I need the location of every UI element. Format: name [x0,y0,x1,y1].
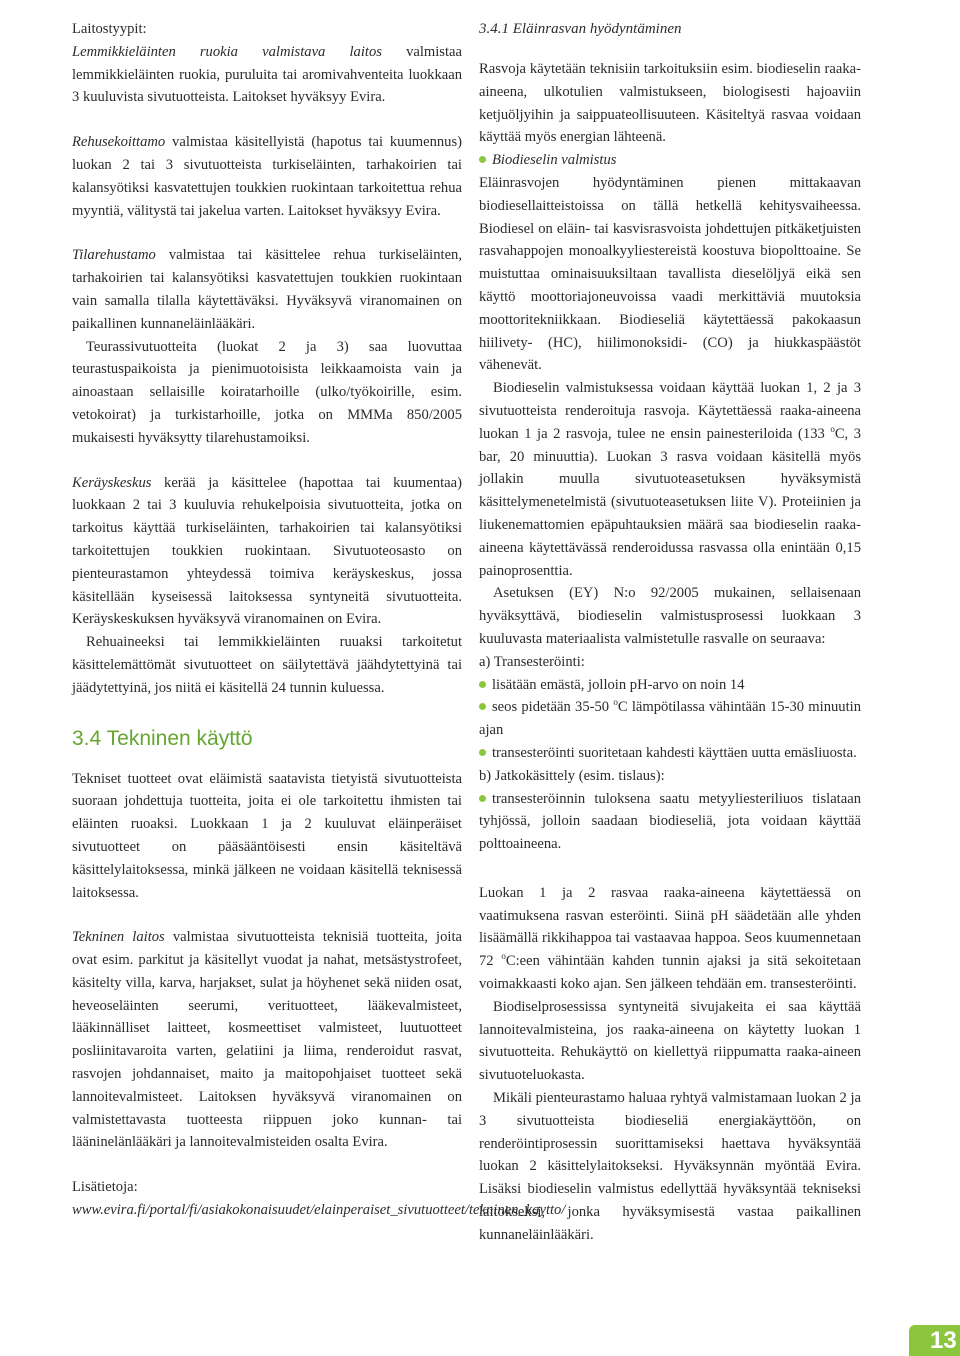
paragraph-biodiselprosessissa: Biodiselprosessissa syntyneitä sivujakeita ei saa käyttää lannoitevalmisteina, jos raaka-aineena on käytetty luokan 1 sivutuotteita. Rehukäyttö on kiellettyä riippumatta raaka-aineen sivutuoteluokasta. [479,998,861,1084]
right-column [479,18,861,1247]
lisatietoja-link[interactable]: www.evira.fi/portal/fi/asiakokonaisuudet/elainperaiset_sivutuotteet/tekninen_kaytto/ [72,1202,566,1219]
superscript-degree: o [613,697,618,708]
list-item-text-b: C lämpötilassa vähintään 15-30 minuutin ajan [479,699,862,739]
paragraph-asetuksen: Asetuksen (EY) N:o 92/2005 mukainen, sellaisenaan hyväksyttävä, biodieselin valmistusprosessi luokkaan 3 kuuluvasta materiaalista valmistetulle rasvalle on seuraava: [479,585,861,647]
paragraph-elainrasvojen: Eläinrasvojen hyödyntäminen pienen mittakaavan biodiesellaitteistoissa on tällä hetkellä kehitysvaiheessa. Biodiesel on eläin- tai kasvisrasvoista johdettujen pitkäketjuisten rasvahappojen monoalkyyliestereistä koostuva biopolttoaine. Se muistuttaa ominaisuuksiltaan tavallista dieselöljyä eikä sen käyttö moottoriajoneuvoissa vaadi merkittäviä muutoksia moottoritekniikkaan. Biodieseliä käytettäessä pakokaasun hiilivety- (HC), hiilimonoksidi- (CO) ja hiukkaspäästöt vähenevät. [479,174,861,374]
text-kerayskeskus: kerää ja käsittelee (hapottaa tai kuumentaa) luokkaan 2 tai 3 kuuluvia rehukelpoisia sivutuotteita, jotka on tarkoitus käyttää turkiseläinten, tarhakoirien tai kalansyötiksi tarkoitettujen toukkien ruokintaan. Sivutuoteosasto on pienteurastamon yhteydessä toimiva keräyskeskus, jossa käsitellään kyseisessä laitoksessa syntyneitä sivutuotteita. Keräyskeskuksen hyväksyvä viranomainen on Evira. [72,474,462,628]
paragraph-lemmikki [72,41,462,109]
term-lemmikki: Lemmikkieläinten ruokia valmistava laitos [72,43,382,60]
list-item-text-a: seos pidetään 35-50 [492,699,614,716]
paragraph-laitostyypit: Laitostyypit: [72,21,147,37]
list-jatkokasittely [479,788,861,856]
term-kerayskeskus: Keräyskeskus [72,474,152,491]
paragraph-tilarehustamo [72,244,462,335]
bullet-dot-icon [479,156,486,163]
label-jatkokasittely: b) Jatkokäsittely (esim. tislaus): [479,767,665,784]
term-rehusekoittamo: Rehusekoittamo [72,134,166,151]
bullet-dot-icon [479,703,486,710]
paragraph-rasvoja: Rasvoja käytetään teknisiin tarkoituksiin esim. biodieselin raaka-aineena, ulkotulien valmistukseen, biologisesti hajoaviin ketjuöljyihin ja saippuateollisuuteen. Käsiteltyä rasvaa voidaan käyttää myös energian lähteenä. [479,61,861,146]
list-item-text: transesteröinnin tuloksena saatu metyyliesteriliuos tislataan tyhjössä, jolloin saadaan biodieseliä, jota voidaan käyttää polttoaineena. [479,790,861,853]
text-luokan-b: C:een vähintään kahden tunnin ajaksi ja sitä sekoitetaan voimakkaasti koko ajan. Sen jälkeen tehdään em. transesteröinti. [479,953,861,993]
list-item [479,742,861,765]
bullet-dot-icon [479,795,486,802]
text-luokan-a: Luokan 1 ja 2 rasvaa raaka-aineena käytettäessä on vaatimuksena rasvan esteröinti. Siinä pH säädetään alle yhden lisäämällä rikkihappoa tai vastaavaa happoa. Seos kuumennetaan 72 [479,884,861,970]
paragraph-rehusekoittamo [72,131,462,222]
paragraph-mikali: Mikäli pienteurastamo haluaa ryhtyä valmistamaan luokan 2 ja 3 sivutuotteista biodieseliä energiakäyttöön, on renderöintiprosessin suorittamiseksi haettava hyväksyntää luokan 2 käsittelylaitokseksi. Hyväksynnän myöntää Evira. Lisäksi biodieselin valmistus edellyttää hyväksyntää tekniseksi laitokseksi, jonka hyväksymisestä vastaa paikallinen kunnaneläinlääkäri. [479,1090,861,1243]
paragraph-valmistus [479,377,861,582]
subsection-title: 3.4.1 Eläinrasvan hyödyntäminen [479,21,682,37]
paragraph-tekniset: Tekniset tuotteet ovat eläimistä saatavista tietyistä sivutuotteista suoraan johdettuja tuotteita, joita ei ole tarkoitettu ihmisten tai eläinten ruoaksi. Luokkaan 1 ja 2 kuuluvat eläinperäiset sivutuotteet on pääsääntöisesti ensin käsiteltävä käsittelylaitoksessa, minkä jälkeen ne voidaan käsitellä teknisessä laitoksessa. [72,770,462,901]
text-valmistus-a: Biodieselin valmistuksessa voidaan käyttää luokan 1, 2 ja 3 sivutuotteista renderoituja rasvoja. Käytettäessä raaka-aineena luokan 1 ja 2 rasvoja, tulee ne ensin painesteriloida (133 [479,380,861,442]
text-tilarehustamo: valmistaa tai käsittelee rehua turkiseläinten, tarhakoirien tai kalansyötiksi kasvatettujen toukkien ruokintaan vain samalla tilalla käytettäväksi. Hyväksyvä viranomainen on paikallinen kunnaneläinlääkäri. [72,247,462,332]
text-lemmikki: valmistaa lemmikkieläinten ruokia, puruluita tai aromivahventeita luokkaan 3 kuuluvista sivutuotteista. Laitokset hyväksyy Evira. [72,43,462,106]
list-item [479,674,861,697]
page-number: 13 [930,1327,957,1354]
text-rehusekoittamo: valmistaa käsitellyistä (hapotus tai kuumennus) luokan 2 tai 3 sivutuotteista turkiseläinten, tarhakoirien tai kalansyötiksi kasvatettujen toukkien ruokintaan tarkoitettua rehua myyntiä, välitystä tai jakelua varten. Laitokset hyväksyy Evira. [72,134,462,219]
text-valmistus-b: C, 3 bar, 20 minuuttia). Luokan 3 rasva voidaan käsitellä myös jollakin muulla sivutuoteasetuksen hyväksymistä käsittelymenetelmistä (sivutuoteasetuksen liite V). Proteiinien ja liukenemattomien epäpuhtauksien määrä saa biodieselin raaka-aineena käytettävässä renderoidussa rasvassa olla enintään 0,15 painoprosenttia. [479,425,861,579]
list-transesterointi [479,674,861,765]
superscript-degree: o [501,951,506,962]
paragraph-teurassivutuotteita: Teurassivutuotteita (luokat 2 ja 3) saa luovuttaa teurastuspaikoista ja pienimuotoisista leikkaamoista vain ja ainoastaan sellaisille koiratarhoille (ulko/työkoirille, esim. vetokoirat) ja turkistarhoille, jotka on MMMa 850/2005 mukaisesti hyväksytty tilarehustamoiksi. [72,338,462,446]
label-transesterointi: a) Transesteröinti: [479,653,585,670]
text-tekninen-laitos: valmistaa sivutuotteista teknisiä tuotteita, joita ovat esim. parkitut ja käsitellyt vuodat ja nahat, metsästystrofeet, käsitelty villa, karva, harjakset, sulat ja höyhenet sekä niiden osat, heveoseläinten seerumi, verituotteet, lääkevalmisteet, lääkinnälliset laitteet, kosmeettiset valmisteet, luutuotteet posliinitavaroita varten, gelatiini ja liima, renderoidut rasvat, rasvojen johdannaiset, maito ja maitopohjaiset tuotteet sekä lannoitevalmisteet. Laitoksen hyväksyvä viranomainen on valmistettavasta tuotteesta riippuen joko kunnan- tai lääninelänlääkäri ja lannoitevalmisteiden osalta Evira. [72,929,462,1151]
list-item-text: lisätään emästä, jolloin pH-arvo on noin 14 [492,676,745,693]
term-tilarehustamo: Tilarehustamo [72,247,156,264]
bullet-dot-icon [479,681,486,688]
list-item [479,696,861,742]
lisatietoja-label: Lisätietoja: [72,1179,138,1196]
section-title: 3.4 Tekninen käyttö [72,726,253,750]
paragraph-tekninen-laitos [72,926,462,1154]
paragraph-rehuaineeksi: Rehuaineeksi tai lemmikkieläinten ruuaksi tarkoitetut käsittelemättömät sivutuotteet on säilytettävä jäähdytettyinä tai jäädytettyinä, jos niitä ei käsitellä 24 tunnin kuluessa. [72,634,462,696]
bullet-heading-label: Biodieselin valmistus [492,152,617,169]
paragraph-kerayskeskus [72,472,462,632]
bullet-dot-icon [479,749,486,756]
paragraph-lisatietoja [72,1176,566,1222]
term-tekninen-laitos: Tekninen laitos [72,929,165,946]
bullet-heading-biodiesel [479,149,861,172]
list-item [479,788,861,856]
list-item-text: transesteröinti suoritetaan kahdesti käyttäen uutta emäsliuosta. [492,744,857,761]
superscript-degree: o [830,423,835,434]
paragraph-luokan [479,882,861,996]
